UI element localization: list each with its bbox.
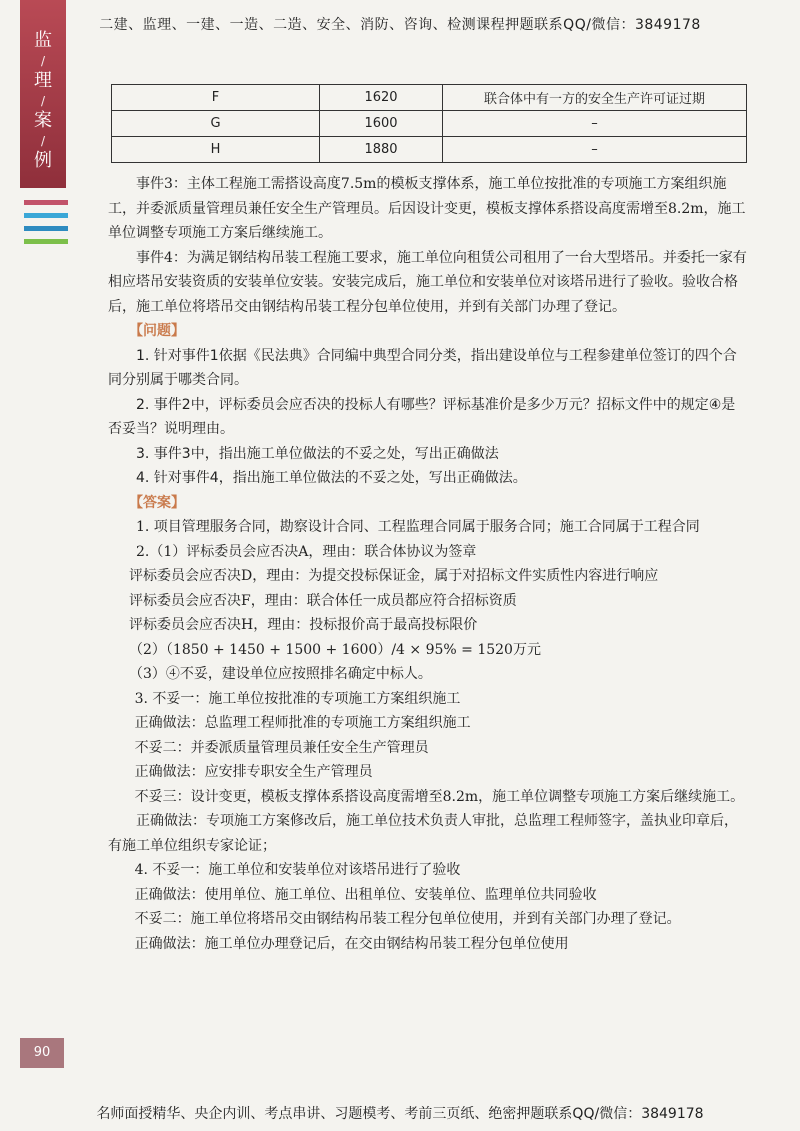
- question-3: 3. 事件3中，指出施工单位做法的不妥之处，写出正确做法: [136, 445, 499, 462]
- answer-3-fix-2: 正确做法：应安排专职安全生产管理员: [134, 764, 373, 780]
- document-body: [108, 172, 748, 956]
- side-tab-char: 例: [34, 150, 52, 171]
- side-tab-separator: /: [40, 54, 46, 68]
- table-row: [112, 111, 747, 137]
- table-row: [112, 137, 747, 163]
- bid-price: 1620: [320, 85, 443, 111]
- decorative-stripe: [24, 200, 68, 205]
- side-tab-char: 理: [34, 70, 52, 91]
- section-side-tab: [20, 0, 66, 188]
- answer-1: 1. 项目管理服务合同，勘察设计合同、工程监理合同属于服务合同；施工合同属于工程合同: [136, 519, 700, 535]
- decorative-stripe: [24, 239, 68, 244]
- event-3-paragraph: 事件3：主体工程施工需搭设高度7.5m的模板支撑体系，施工单位按批准的专项施工方案组织施工，并委派质量管理员兼任安全生产管理员。后因设计变更，模板支撑体系搭设高度需增至8.2m，施工单位调整专项施工方案后继续施工。: [108, 176, 746, 241]
- bidder-name: G: [112, 111, 320, 137]
- answer-2-reject-f: 评标委员会应否决F，理由：联合体任一成员都应符合招标资质: [129, 592, 517, 609]
- answer-2-part-3: （3）④不妥，建设单位应按照排名确定中标人。: [129, 666, 432, 682]
- side-tab-separator: /: [40, 94, 46, 108]
- event-4-paragraph: 事件4：为满足钢结构吊装工程施工要求，施工单位向租赁公司租用了一台大型塔吊。并委托一家有相应塔吊安装资质的安装单位安装。安装完成后，施工单位和安装单位对该塔吊进行了验收。验收合格后，施工单位将塔吊交由钢结构吊装工程分包单位使用，并到有关部门办理了登记。: [108, 249, 747, 315]
- answer-2-calculation: （2）（1850 + 1450 + 1500 + 1600）/4 × 95% = 1520万元: [129, 641, 541, 658]
- answer-2-part-1: 2.（1）评标委员会应否决A，理由：联合体协议为签章: [136, 543, 477, 560]
- bid-note: –: [443, 137, 747, 163]
- bidder-name: F: [112, 85, 320, 111]
- bidder-table: [111, 84, 747, 163]
- page-number-badge: 90: [20, 1038, 64, 1068]
- answer-4-item-1: 4. 不妥一：施工单位和安装单位对该塔吊进行了验收: [134, 862, 461, 878]
- decorative-stripe: [24, 213, 68, 218]
- bid-note: 联合体中有一方的安全生产许可证过期: [443, 85, 747, 111]
- answer-3-fix-3: 正确做法：专项施工方案修改后，施工单位技术负责人审批，总监理工程师签字，盖执业印章后，有施工单位组织专家论证；: [108, 813, 738, 854]
- answer-4-item-2: 不妥二：施工单位将塔吊交由钢结构吊装工程分包单位使用，并到有关部门办理了登记。: [134, 911, 681, 927]
- questions-heading: 【问题】: [129, 323, 185, 339]
- bidder-name: H: [112, 137, 320, 163]
- page-footer: 名师面授精华、央企内训、考点串讲、习题模考、考前三页纸、绝密押题联系QQ/微信：3849178: [96, 1106, 704, 1122]
- table-row: [112, 85, 747, 111]
- answer-4-fix-2: 正确做法：施工单位办理登记后，在交由钢结构吊装工程分包单位使用: [134, 935, 569, 952]
- answers-heading: 【答案】: [129, 494, 185, 511]
- answer-2-reject-d: 评标委员会应否决D，理由：为提交投标保证金，属于对招标文件实质性内容进行响应: [129, 568, 659, 584]
- answer-3-item-1: 3. 不妥一：施工单位按批准的专项施工方案组织施工: [134, 690, 461, 707]
- answer-4-fix-1: 正确做法：使用单位、施工单位、出租单位、安装单位、监理单位共同验收: [134, 886, 597, 903]
- question-1: 1. 针对事件1依据《民法典》合同编中典型合同分类，指出建设单位与工程参建单位签订的四个合同分别属于哪类合同。: [108, 347, 737, 388]
- bid-price: 1600: [320, 111, 443, 137]
- bid-note: –: [443, 111, 747, 137]
- answer-2-reject-h: 评标委员会应否决H，理由：投标报价高于最高投标限价: [129, 617, 478, 633]
- bid-price: 1880: [320, 137, 443, 163]
- answer-3-fix-1: 正确做法：总监理工程师批准的专项施工方案组织施工: [134, 715, 471, 731]
- question-2: 2. 事件2中，评标委员会应否决的投标人有哪些？评标基准价是多少万元？招标文件中的规定④是否妥当？说明理由。: [108, 396, 736, 437]
- decorative-stripe: [24, 226, 68, 231]
- side-tab-separator: /: [40, 134, 46, 148]
- page-header: 二建、监理、一建、一造、二造、安全、消防、咨询、检测课程押题联系QQ/微信：3849178: [99, 17, 701, 33]
- side-tab-char: 监: [34, 30, 52, 51]
- answer-3-item-3: 不妥三：设计变更，模板支撑体系搭设高度需增至8.2m，施工单位调整专项施工方案后继续施工。: [134, 788, 745, 805]
- side-tab-char: 案: [34, 110, 52, 131]
- question-4: 4. 针对事件4，指出施工单位做法的不妥之处，写出正确做法。: [136, 470, 527, 486]
- answer-3-item-2: 不妥二：并委派质量管理员兼任安全生产管理员: [134, 739, 429, 756]
